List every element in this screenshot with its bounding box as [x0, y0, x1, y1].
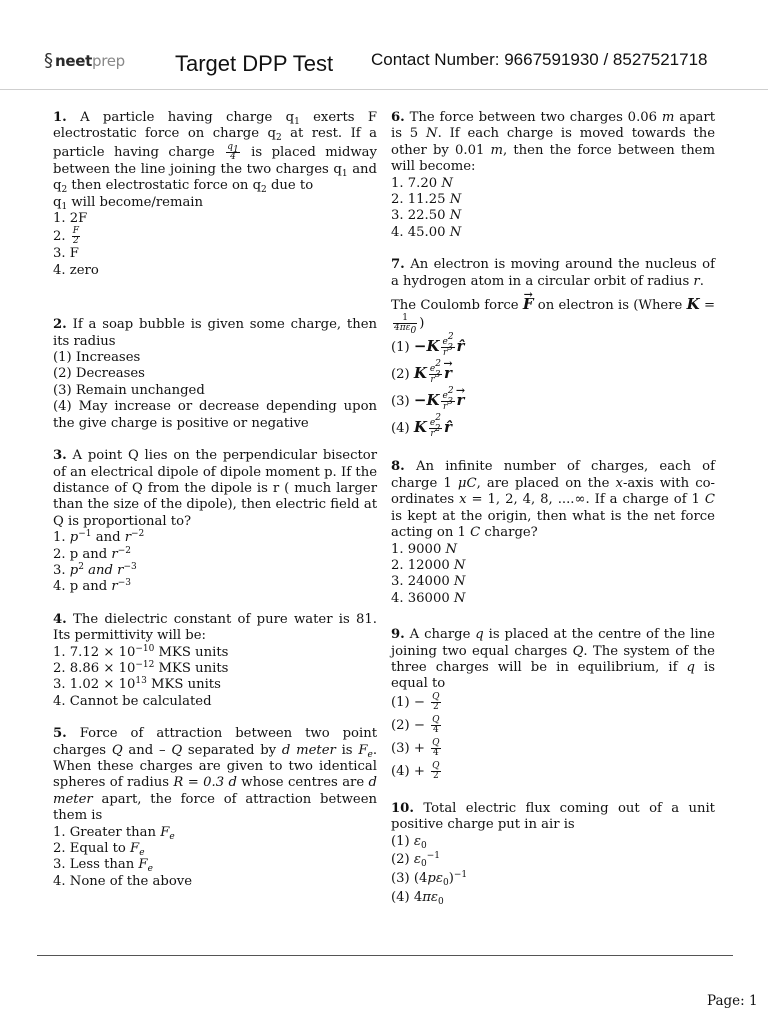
right-column [391, 110, 715, 922]
question-text: is placed midway between the line joining the two charges [53, 144, 377, 177]
option-unit: N [441, 175, 453, 191]
question-text: r [693, 273, 700, 289]
option-1: (1) $\varepsilon_0$ [391, 833, 427, 851]
option-1: 1. 2F [53, 211, 88, 227]
option-label: 1. [53, 530, 70, 546]
question-text: An electron is moving around the nucleus of a hydrogen atom in a circular orbit of radius [391, 257, 715, 289]
question-text: is placed at the centre of the line joining two equal charges [391, 627, 715, 659]
fraction: $\frac{F}{2}$ [72, 226, 80, 247]
option-4: (4) K $\frac{e^2}{r^2}$ r̂ [391, 413, 452, 440]
question-text: will become/remain [67, 194, 204, 210]
option-2 [53, 227, 377, 246]
question-number: 10. [391, 800, 414, 816]
option-label: (4) [391, 763, 414, 779]
question-number: 6. [391, 110, 405, 125]
question-number: 5. [53, 726, 67, 742]
option-text: 2. 11.25 [391, 192, 450, 208]
question-text: then electrostatic force on [67, 178, 253, 194]
option-2: (2) $\varepsilon_0^{-1}$ [391, 850, 440, 869]
option-label: 4. p and [53, 579, 112, 595]
logo-prep-text: prep [92, 51, 125, 70]
option-3: 3. Less than $F_e$ [53, 857, 153, 875]
question-text: A particle having charge [66, 110, 286, 125]
option-unit: N [449, 224, 462, 240]
option-1: 1. $p^{-1}$ and $r^{-2}$ [53, 529, 145, 546]
logo-neet-text: neet [55, 51, 92, 70]
option-3: (3) Remain unchanged [53, 382, 205, 398]
option-3: (3) −K $\frac{e^2}{r^3}$ → r [391, 391, 715, 412]
question-text: -axis with co-ordinates [391, 475, 715, 508]
question-4 [53, 612, 377, 710]
option-unit: MKS units [146, 677, 221, 693]
question-text: due to [266, 178, 314, 194]
question-number: 7. [391, 257, 405, 273]
option-2: (2) Decreases [53, 366, 145, 382]
neetprep-logo [44, 50, 125, 71]
question-text: d meter [281, 742, 336, 758]
question-6 [391, 110, 715, 241]
question-text: . If each charge is moved towards the other by 0.01 [391, 126, 716, 158]
question-text: N [426, 126, 438, 142]
question-text: whose centres are [236, 775, 369, 791]
option-unit: N [445, 541, 458, 557]
option-1: (1) − $\frac{Q}{2}$ [391, 691, 440, 712]
option-text: 2. 12000 [391, 557, 454, 573]
question-9: 9. A charge q is placed at the centre of the line joining two equal charges Q. The system of the three charges will be in equilibrium, if q is equal to (1) − $\frac{Q}{2}$ (2) − $\frac{Q}{4}$ (3) + $\frac{Q}{4}$ (4) + $\frac{Q}{2}$ [391, 627, 715, 781]
exponent: −12 [135, 659, 155, 670]
question-number: 2. [53, 317, 67, 333]
question-text: C [704, 492, 715, 508]
option-4 [391, 591, 715, 607]
option-unit: N [453, 590, 466, 606]
footer-divider [37, 955, 733, 956]
question-text: and [352, 161, 377, 177]
option-2: (2) K $\frac{e^2}{r^3}$ → r [391, 364, 715, 385]
option-unit: N [449, 192, 462, 208]
question-text: m [661, 110, 675, 125]
question-text: apart, the force of attraction between them is [53, 791, 377, 824]
option-4: 4. p and $r^{-3}$ [53, 578, 131, 595]
option-1: 1. Greater than $F_e$ [53, 824, 175, 842]
option-3: (3) $(4p\varepsilon_0)^{-1}$ [391, 870, 468, 889]
question-text: A point Q lies on the perpendicular bisector of an electrical dipole of dipole moment p. If the distance of Q from the dipole is r ( much larger than the size of the dipole), then electric field at Q is proportional to? [53, 448, 377, 529]
question-text: The force between two charges 0.06 [404, 110, 662, 125]
option-3 [391, 574, 715, 590]
option-label: 2. p and [53, 546, 112, 562]
option-text: 2. 8.86 × 10 [53, 660, 136, 676]
option-text: 1. 9000 [391, 541, 446, 557]
option-unit: MKS units [154, 644, 229, 660]
option-label: (3) [391, 740, 414, 756]
option-unit: MKS units [154, 660, 229, 676]
question-number: 3. [53, 448, 67, 464]
option-text: 1. Greater than [53, 824, 161, 840]
page-number: Page: 1 [707, 993, 758, 1009]
stethoscope-icon: § [44, 50, 53, 71]
option-label: (3) [391, 871, 414, 887]
question-text: A charge [404, 627, 476, 643]
option-4 [391, 225, 715, 241]
option-3 [53, 677, 377, 693]
question-text: . When these charges are given to two identical spheres of radius [53, 742, 378, 791]
question-3 [53, 448, 377, 596]
option-unit: N [449, 208, 462, 224]
option-label: (1) [391, 694, 414, 710]
question-7: 7. An electron is moving around the nucleus of a hydrogen atom in a circular orbit of radius r. The Coulomb force → F on electron is (Where K = $\frac{1}{4\pi\varepsilon_0}$ ) (1) −K $\frac{e^2}{r^3}$ r̂ (2) K $\frac{e^2}{r^3}$ → r (3) −K $\frac{e^2}{r^3}$ → r (4) K $\frac{e^2}{r^2}$ r̂ [391, 257, 715, 439]
question-text: is [335, 742, 359, 758]
option-3: 3. F [53, 246, 79, 262]
option-2: 2. p and $r^{-2}$ [53, 545, 131, 562]
question-2 [53, 317, 377, 432]
option-label: (2) [391, 367, 414, 383]
question-text: charge? [480, 525, 538, 541]
question-text: apart is 5 [391, 110, 715, 142]
option-1 [53, 645, 377, 661]
page-title: Target DPP Test [175, 51, 334, 76]
question-text: m [490, 142, 504, 158]
left-column [53, 110, 377, 906]
option-4: (4) May increase or decrease depending upon the give charge is positive or negative [53, 399, 377, 431]
option-text: 3. Less than [53, 857, 139, 873]
question-text: d meter [53, 775, 377, 807]
question-text: Total electric flux coming out of a unit positive charge put in air is [391, 800, 715, 833]
fraction: $\frac{1}{4\pi\varepsilon_0}$ [394, 313, 417, 337]
question-10 [391, 801, 715, 906]
question-text: , are placed on the [476, 475, 616, 491]
option-text: 4. 45.00 [391, 224, 450, 240]
question-number: 8. [391, 459, 405, 475]
question-text: C [470, 525, 481, 541]
option-label: 2. [53, 229, 70, 245]
option-label: (3) [391, 394, 414, 410]
question-number: 4. [53, 611, 67, 627]
option-4: 4. None of the above [53, 873, 193, 889]
question-text: An infinite number of charges, each of charge 1 [391, 459, 715, 491]
question-number: 9. [391, 627, 405, 643]
option-label: (1) [391, 340, 414, 356]
contact-number: Contact Number: 9667591930 / 8527521718 [371, 50, 708, 69]
question-8 [391, 459, 715, 607]
question-text: x [459, 492, 467, 508]
option-2 [53, 661, 377, 677]
question-text: is equal to [391, 659, 715, 692]
question-text: R = 0.3 d [173, 775, 237, 791]
option-4: 4. Cannot be calculated [53, 693, 212, 709]
option-text: 1. 7.20 [391, 175, 442, 191]
header-divider [0, 89, 768, 90]
option-unit: N [453, 557, 466, 573]
question-text: separated by [182, 742, 282, 758]
option-label: (2) [391, 717, 414, 733]
option-2: (2) − $\frac{Q}{4}$ [391, 714, 440, 735]
question-text: at rest. If a particle having charge [53, 126, 377, 160]
question-5: 5. Force of attraction between two point charges Q and – Q separated by d meter is $F_e$. When these charges are given to two identical spheres of radius R = 0.3 d whose centres are d meter apart, the force of attraction between them is 1. Greater than $F_e$ 2. Equal to $F_e$ 3. Less than $F_e$ 4. None of the above [53, 726, 378, 889]
option-label: (1) [391, 833, 414, 849]
option-4: (4) + $\frac{Q}{2}$ [391, 760, 440, 781]
option-text: 1. 7.12 × 10 [53, 644, 136, 660]
option-3: 3. $p^2$ and $r^{-3}$ [53, 561, 137, 578]
option-2: 2. Equal to $F_e$ [53, 841, 145, 859]
option-3 [391, 208, 715, 224]
question-text: and – [122, 742, 172, 758]
option-1 [391, 176, 715, 192]
question-text: The dielectric constant of pure water is 81. Its permittivity will be: [53, 611, 377, 644]
option-1: (1) −K $\frac{e^2}{r^3}$ r̂ [391, 332, 465, 359]
exponent: −10 [135, 643, 155, 654]
question-text: is kept at the origin, then what is the net force acting on 1 [391, 508, 715, 541]
question-text: on electron is (Where [533, 298, 687, 314]
option-text: and [91, 530, 125, 546]
option-4: 4. zero [53, 262, 99, 278]
question-text: , then the force between them will become: [391, 142, 715, 175]
option-text: 3. 1.02 × 10 [53, 677, 136, 693]
option-text: 3. 24000 [391, 574, 454, 590]
page-header [0, 0, 768, 90]
option-label: (2) [391, 851, 414, 867]
fraction: $\frac{q_1}{4}$ [227, 141, 239, 162]
exponent: 13 [135, 676, 147, 687]
option-text: 3. 22.50 [391, 208, 450, 224]
question-text: If a soap bubble is given some charge, then its radius [53, 317, 377, 349]
option-label: (4) [391, 421, 414, 437]
option-2 [391, 192, 715, 208]
question-text: . [699, 273, 704, 289]
option-label: 3. [53, 562, 70, 578]
question-text: μC [457, 475, 477, 491]
question-1: 1. A particle having charge $q_1$ exerts F electrostatic force on charge $q_2$ at rest. If a particle having charge $\frac{q_1}{4}$ is placed midway between the line joining the two charges $q_1$ and $q_2$ then electrostatic force on $q_2$ due to $q_1$ will become/remain 1. 2F 2. $\frac{F}{2}$ 3. F 4. zero [53, 110, 377, 278]
question-text: . The system of the three charges will be in equilibrium, if [391, 643, 715, 675]
option-text: 4. 36000 [391, 590, 454, 606]
option-text: 2. Equal to [53, 841, 131, 857]
option-unit: N [453, 574, 466, 590]
question-text: Force of attraction between two point charges [53, 726, 377, 758]
option-1: (1) Increases [53, 350, 141, 366]
option-label: (4) [391, 889, 414, 905]
option-4: (4) $4\pi\varepsilon_0$ [391, 889, 444, 907]
question-text: ) [419, 316, 425, 332]
option-3: (3) + $\frac{Q}{4}$ [391, 737, 440, 758]
option-1 [391, 542, 715, 558]
option-text: and [83, 562, 118, 578]
question-text: x [615, 475, 623, 491]
question-text: The Coulomb force [391, 298, 523, 314]
question-number: 1. [53, 110, 67, 125]
question-text: exerts F electrostatic force on charge [53, 110, 377, 142]
option-2 [391, 558, 715, 574]
question-text: = 1, 2, 4, 8, ....∞. If a charge of 1 [466, 492, 705, 508]
